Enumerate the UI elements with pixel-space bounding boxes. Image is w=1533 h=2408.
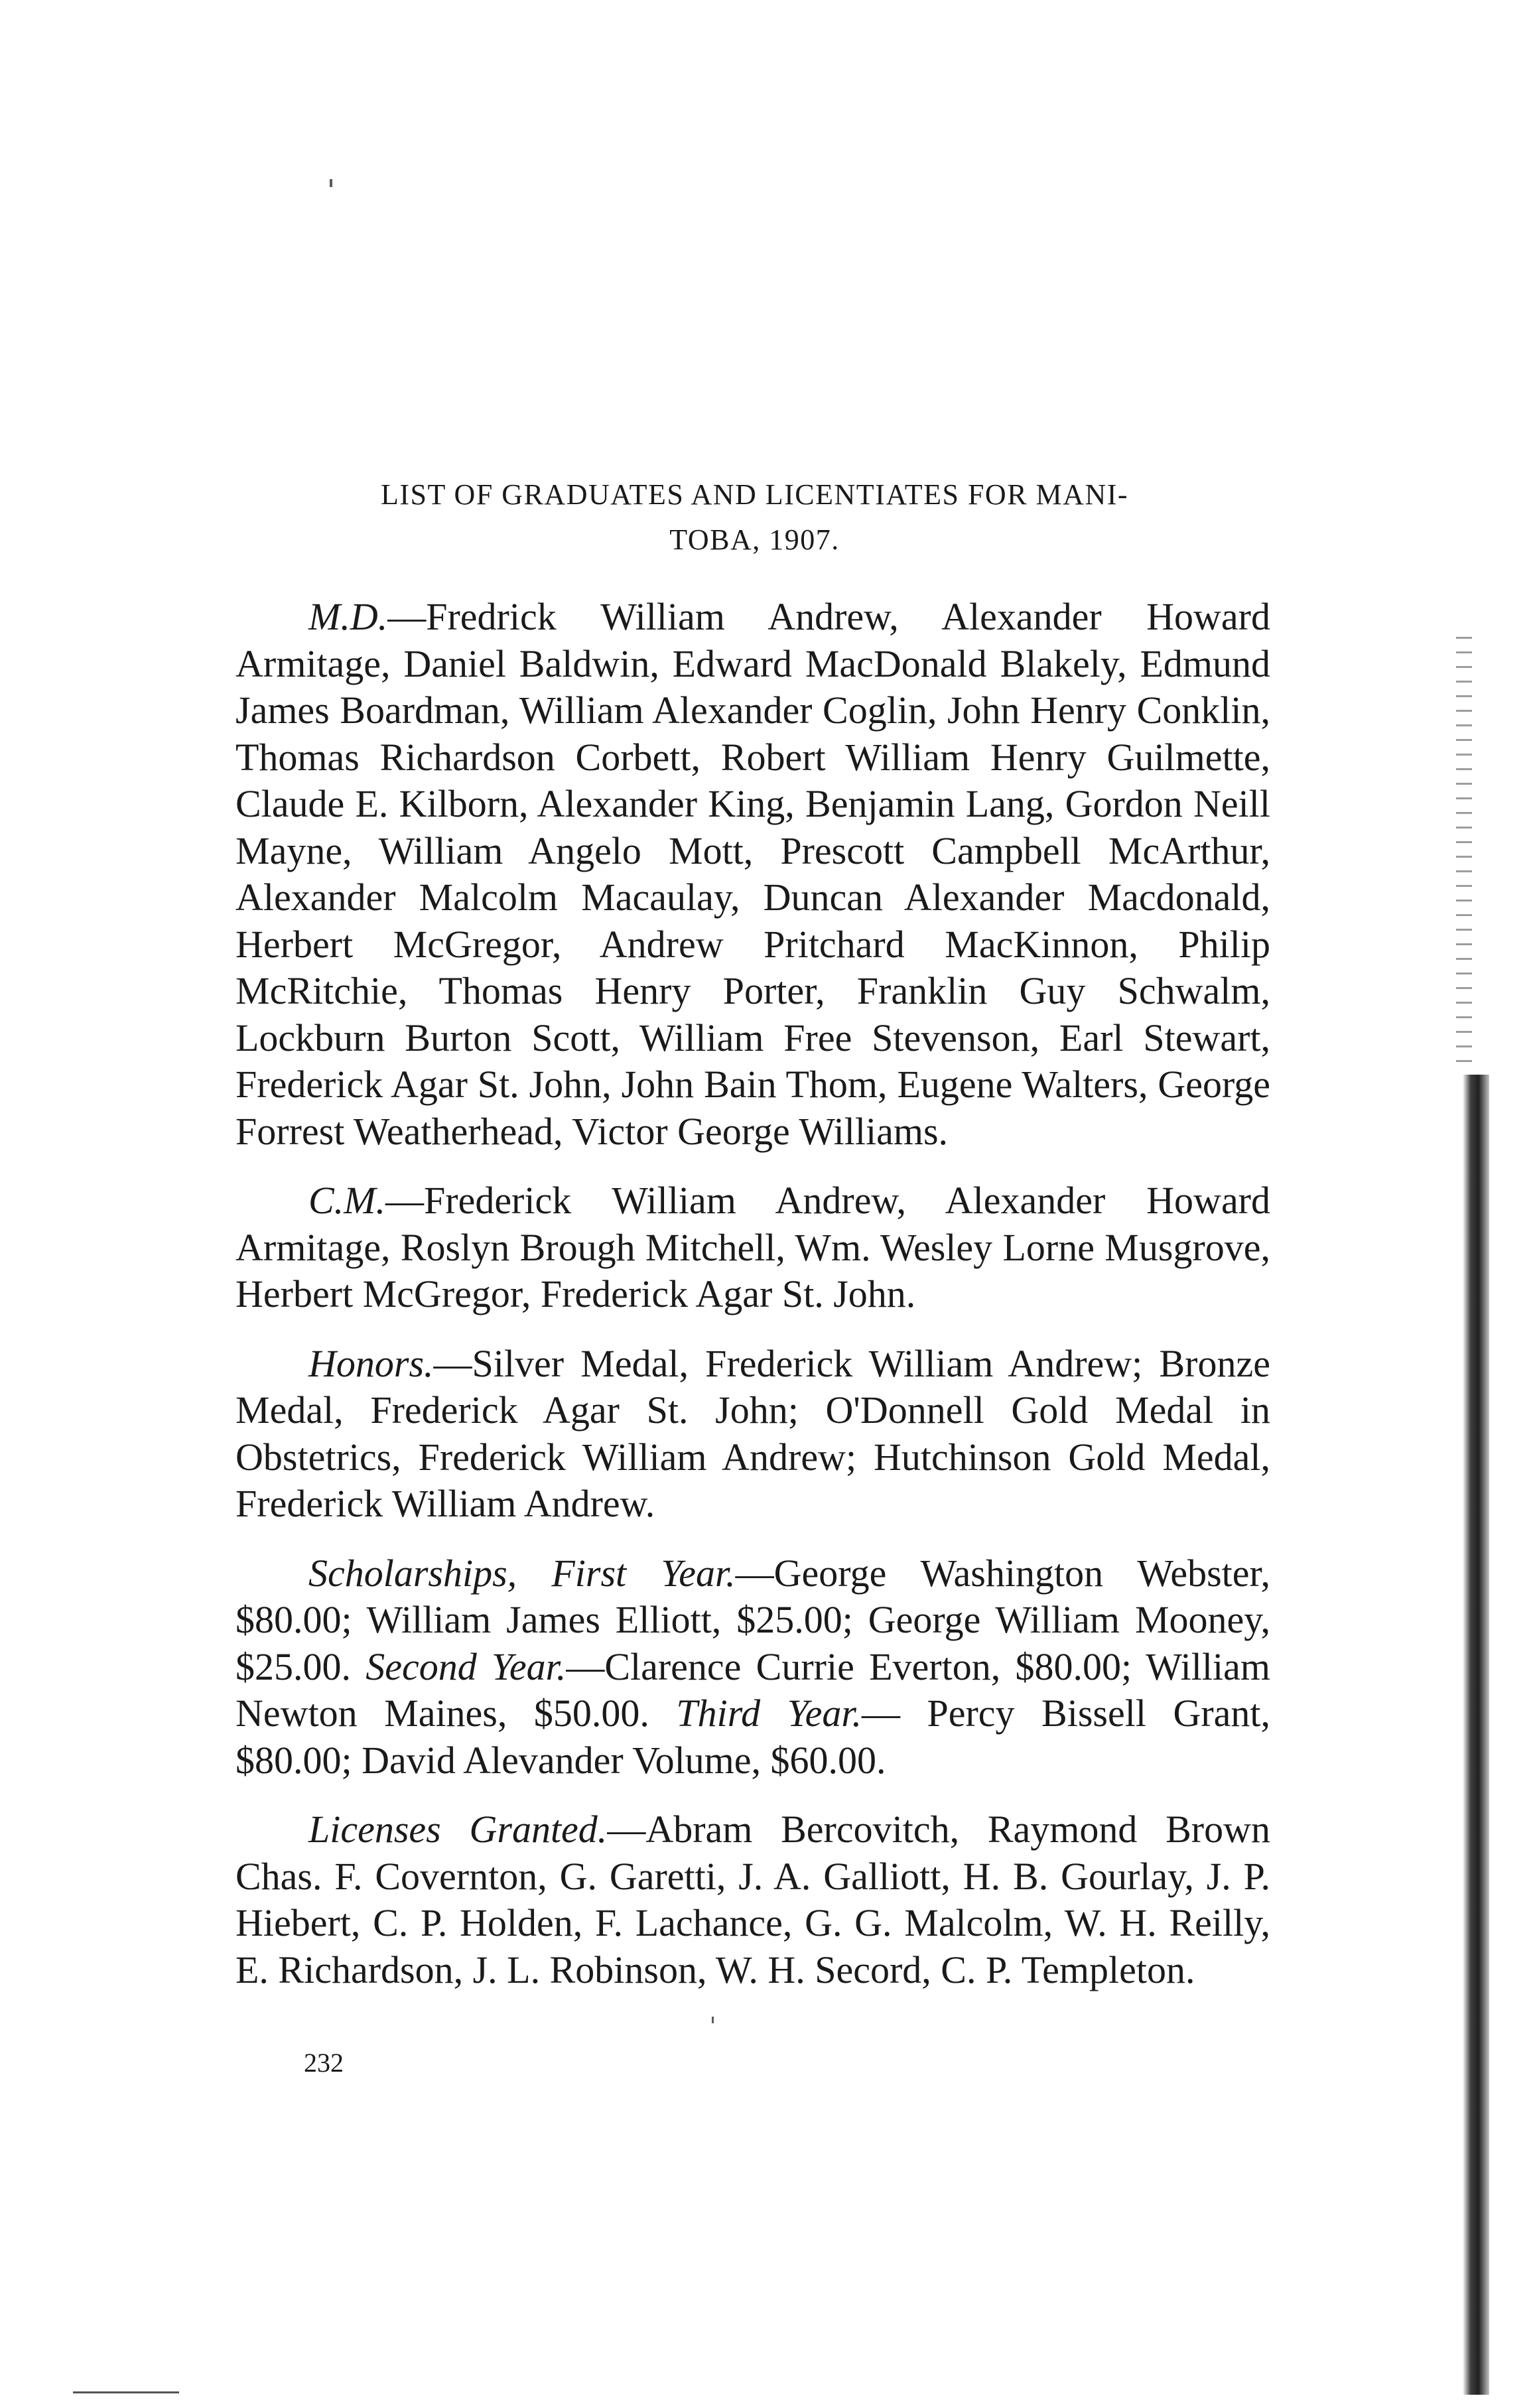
licenses-text: —Abram Bercovitch, Raymond Brown Chas. F. Covernton, G. Garetti, J. A. Galliott, H. B. Gourlay, J. P. Hiebert, C. P. Holden, F. Lachance, G. G. Malcolm, W. H. Reilly, E. Richardson, J. L. Robinson, W. H. Secord, C. P. Templeton. [235,1808,1270,1991]
honors-text: —Silver Medal, Frederick William Andrew; Bronze Medal, Frederick Agar St. John; O'Donnell Gold Medal in Obstetrics, Frederick William Andrew; Hutchinson Gold Medal, Frederick William Andrew. [235,1341,1270,1525]
licenses-paragraph [235,1806,1270,1993]
scholarships-second-text: —Clarence Currie Everton, $80.00; William Newton Maines, $50.00. [235,1644,1270,1735]
scholarships-first-label: Scholarships, First Year. [308,1551,736,1595]
scan-speck [330,179,332,187]
scholarships-paragraph [235,1550,1270,1784]
md-text: —Fredrick William Andrew, Alexander Howard Armitage, Daniel Baldwin, Edward MacDonald Blakely, Edmund James Boardman, William Alexander Coglin, John Henry Conklin, Thomas Richardson Corbett, Robert William Henry Guilmette, Claude E. Kilborn, Alexander King, Benjamin Lang, Gordon Neill Mayne, William Angelo Mott, Prescott Campbell McArthur, Alexander Malcolm Macaulay, Duncan Alexander Macdonald, Herbert McGregor, Andrew Pritchard MacKinnon, Philip McRitchie, Thomas Henry Porter, Franklin Guy Schwalm, Lockburn Burton Scott, William Free Stevenson, Earl Stewart, Frederick Agar St. John, John Bain Thom, Eugene Walters, George Forrest Weatherhead, Victor George Williams. [235,595,1270,1153]
scan-artifact-line [73,2391,179,2393]
scholarships-third-label: Third Year. [676,1692,862,1735]
md-paragraph [235,594,1270,1155]
honors-paragraph [235,1341,1270,1528]
scan-edge-shadow [1463,1075,1489,2395]
scan-speck [712,2017,714,2023]
honors-label: Honors. [308,1341,434,1385]
page-heading [232,472,1277,563]
scan-edge-dots [1456,637,1472,1075]
page-number: 232 [304,2048,344,2078]
cm-paragraph [235,1177,1270,1318]
cm-label: C.M. [308,1179,385,1222]
heading-line-1: LIST OF GRADUATES AND LICENTIATES FOR MANI- [380,478,1129,511]
licenses-label: Licenses Granted. [308,1808,608,1851]
scholarships-second-label: Second Year. [366,1644,567,1688]
cm-text: —Frederick William Andrew, Alexander Howard Armitage, Roslyn Brough Mitchell, Wm. Wesley Lorne Musgrove, Herbert McGregor, Frederick Agar St. John. [235,1179,1270,1315]
md-label: M.D. [308,595,388,638]
body-text [235,594,1270,2016]
scholarships-third-text: — Percy Bissell Grant, $80.00; David Alevander Volume, $60.00. [235,1692,1271,1782]
heading-line-2: TOBA, 1907. [669,523,840,556]
scholarships-first-text: —George Washington Webster, $80.00; William James Elliott, $25.00; George William Mooney, $25.00. [235,1551,1270,1688]
